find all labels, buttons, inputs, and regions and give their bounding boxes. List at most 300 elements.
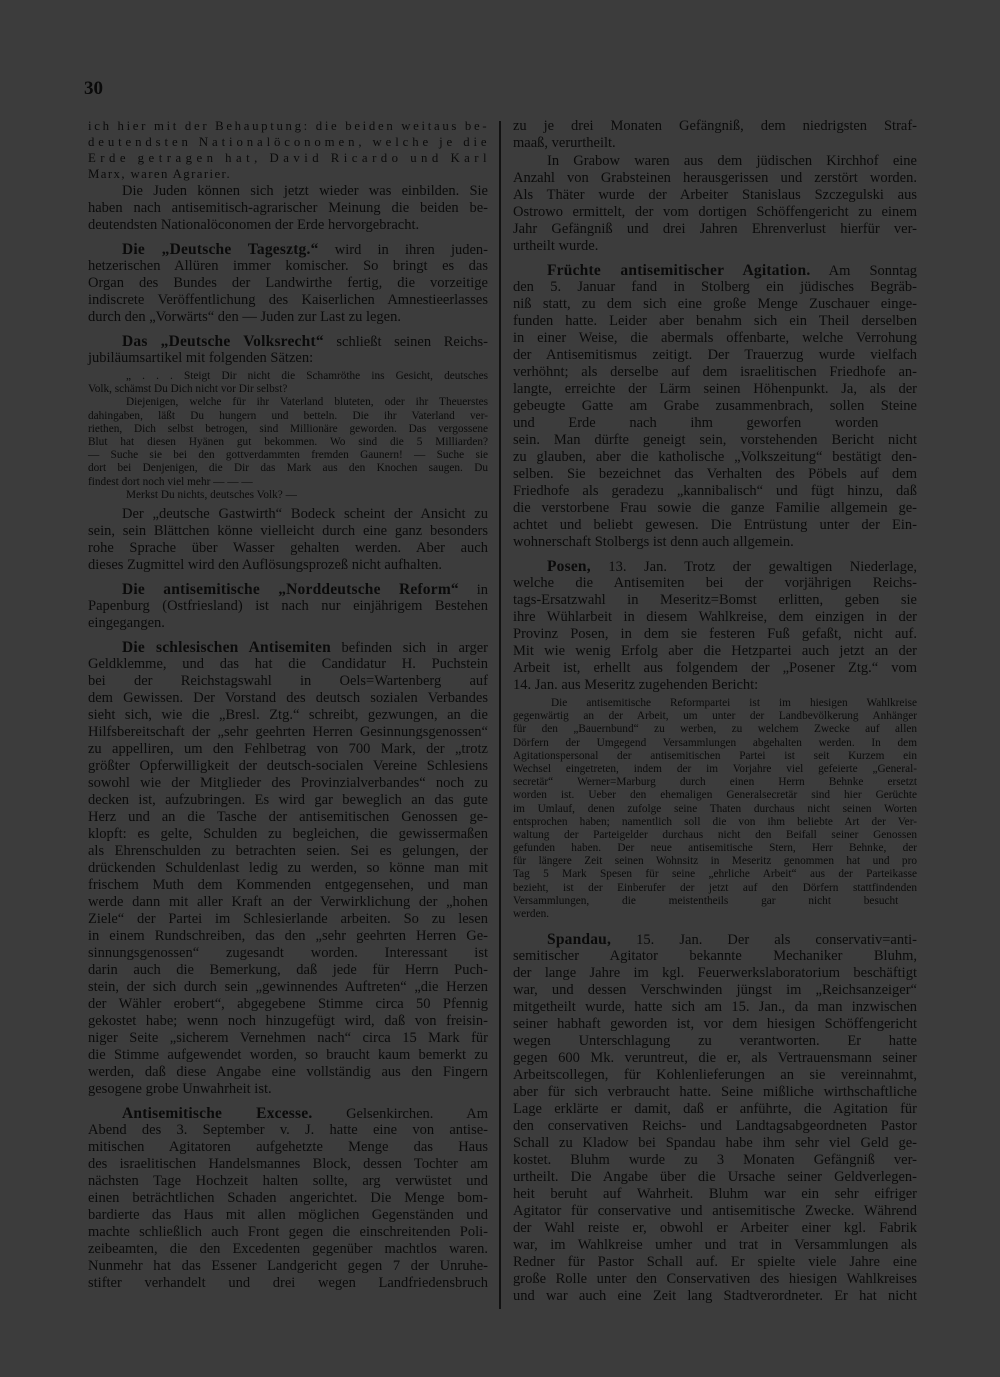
line-content [513,1237,917,1254]
line-content [88,1047,488,1064]
line-content [88,945,488,962]
line-text: hetzerischen Allüren immer komischer. So bringt es das [88,258,488,274]
text-line [513,1016,917,1033]
line-text: Marx, waren Agrarier. [88,167,232,181]
article-heading: Die antisemitische „Norddeutsche Reform“ [122,580,459,598]
text-line [513,908,917,921]
line-text: seiner habhaft geworden ist, vor dem hiesigen Schöffengericht [513,1016,917,1033]
text-line [88,673,488,690]
text-line [88,423,488,436]
text-line [88,258,488,275]
text-line [88,309,488,326]
line-content [88,707,488,724]
text-line [88,150,492,166]
line-text: und war auch eine Zeit lang Stadtverordneter. Er hat nicht [513,1288,917,1305]
line-content [88,673,488,690]
line-content [88,166,231,182]
text-line [513,868,917,881]
line-text: welche die Antisemiten bei der vorjährigen Reichs- [513,575,917,591]
line-text: indiscrete Veröffentlichung des Kaiserlichen Amnestieerlasses [88,292,488,308]
line-text: zeibeamten, die den Excedenten gegenüber machtlos waren. [88,1240,488,1257]
text-line [513,763,917,776]
text-line [88,1224,488,1241]
text-line [88,639,488,656]
line-text: maaß, verurtheilt. [513,135,616,151]
line-text: Hilfsbereitschaft der „sehr geehrten Herren Gesinnungsgenossen“ [88,723,488,740]
line-content [513,381,917,398]
line-content [122,1105,488,1123]
line-content [88,1275,488,1292]
line-text: funden hatte. Leider aber benahm sich ein Theil derselben [513,313,917,329]
right-column [513,118,917,1305]
article-heading: Antisemitische Excesse. [122,1104,313,1122]
text-line [513,1152,917,1169]
line-content [513,816,917,829]
line-text: Lage erklärte er damit, daß er anführte, die Agitation für [513,1101,917,1118]
text-line [513,118,917,135]
line-text: den conservativen Reichs- und Landtagsabgeordneten Pastor [513,1118,917,1135]
line-content [88,134,490,150]
line-text: nächsten Tage Hochzeit halten sollte, arg verwüstet und [88,1172,488,1189]
line-content [88,383,287,396]
line-content [513,763,917,776]
line-content [122,581,488,599]
text-line [88,118,488,134]
text-line [88,996,488,1013]
line-content [88,523,488,540]
line-text: wegen Unterschlagung zu verantworten. Er hatte [513,1033,917,1050]
line-content [513,660,917,677]
line-text: der lange Jahre im kgl. Feuerwerkslaboratorium beschäftigt [513,965,917,982]
line-content [513,1203,917,1220]
text-line [513,1084,917,1101]
line-text: In Grabow waren aus dem jüdischen Kirchhof eine [547,153,917,169]
text-line [513,330,917,347]
line-text: mitgetheilt wurde, hatte sich am 15. Jan., da man inzwischen [513,999,917,1016]
line-content [122,183,488,200]
text-line [513,1118,917,1135]
article-heading: Die schlesischen Antisemiten [122,638,331,656]
line-content [513,677,758,694]
text-line [88,1156,488,1173]
line-content [88,1224,488,1241]
line-content [126,489,297,502]
line-content [122,639,488,657]
line-text: für den „Bauernbund“ zu werben, zu welchem Zwecke auf allen [513,723,917,736]
line-content [513,330,917,347]
line-content [513,432,917,449]
line-text: der Antisemitismus zeitigt. Der Trauerzug wurde vielfach [513,347,917,363]
line-content [513,1271,917,1288]
text-paragraph [513,118,917,152]
line-content [513,1152,917,1169]
quoted-passage [88,396,488,488]
line-text: zu appelliren, um den Fehlbetrag von 700 Mark, der „trotz [88,740,488,757]
line-text: werde dann mit aller Kraft an der Verwirklichung der „hohen [88,893,488,910]
text-line [88,945,488,962]
text-line [513,135,917,152]
line-text: drückenden Schuldenlast ledig zu werden, so könne man mit [88,859,488,876]
line-content [88,436,488,449]
line-content [513,135,616,152]
line-content [513,1135,917,1152]
text-line [88,1207,488,1224]
text-line [88,843,488,860]
text-line [513,449,917,466]
text-line [88,275,488,292]
line-content [88,962,488,979]
line-content [513,723,917,736]
line-content [88,877,488,894]
line-content [88,656,488,673]
text-line [513,313,917,330]
line-text: 13. Jan. Trotz der gewaltigen Niederlage, [608,559,918,575]
text-line [513,948,917,965]
line-content [513,466,917,483]
text-line [513,855,917,868]
line-text: befinden sich in arger [341,639,488,656]
line-content [513,204,917,221]
article-paragraph [88,581,488,632]
line-text: Abend des 3. September v. J. hatte eine von antise- [88,1121,488,1138]
line-text: sein. Man dürfte geneigt sein, vorstehenden Bericht nicht [513,432,917,448]
line-content [88,758,488,775]
line-content [513,999,917,1016]
quoted-passage [88,370,488,396]
text-line [88,741,488,758]
line-content [88,1064,488,1081]
text-line [88,911,488,928]
line-content [513,415,878,432]
text-line [88,928,488,945]
line-text: Agitationspersonal der antisemitischen Partei ist seit Kurzem ein [513,749,917,762]
line-text: klopft: es gelte, Schulden zu begleichen, die gewissermaßen [88,825,488,842]
line-text: semitischer Agitator bekannte Mechaniker Bluhm, [513,948,917,965]
line-content [547,153,917,170]
text-line [88,758,488,775]
line-text: Die antisemitische Reformpartei ist im hiesigen Wahlkreise [551,697,917,709]
line-text: Provinz Posen, in dem sie festeren Fuß gefaßt, nicht auf. [513,626,917,642]
line-text: gesogene grobe Unwahrheit ist. [88,1080,272,1097]
line-content [88,724,488,741]
article-heading: Posen, [547,558,591,575]
line-content [88,843,488,860]
line-content [513,279,917,296]
text-line [513,999,917,1016]
line-text: — Suche sie bei den gottverdammten fremden Gaunern! — Suche sie [88,449,488,462]
line-text: wird in ihren juden- [334,242,488,258]
line-content [513,534,794,551]
line-content [88,217,419,234]
text-line [88,200,488,217]
text-line [513,737,917,750]
line-content [88,1030,488,1047]
line-text: dieses Zugmittel wird den Auflösungsprozeß nicht aufhalten. [88,556,442,573]
line-content [513,483,917,500]
text-line [88,598,488,615]
line-content [513,643,917,660]
line-text: Dörfern der Umgegend Versammlungen abgehalten werden. In dem [513,736,917,749]
text-line [88,333,488,350]
text-line [513,1050,917,1067]
article-heading: Die „Deutsche Tagesztg.“ [122,241,319,258]
text-line [513,500,917,517]
line-text: worden ist. Ueber den ehemaligen Generalsecretär sind hier Gerüchte [513,789,917,802]
line-content [513,592,917,609]
text-line [513,723,917,736]
text-line [513,776,917,789]
line-content [513,626,917,643]
line-text: Geldklemme, und das hat die Candidatur H. Puchstein [88,655,488,672]
line-content [513,750,917,763]
text-line [513,789,917,802]
text-line [88,410,488,423]
line-content [513,364,917,381]
text-line [513,432,917,449]
text-line [88,557,488,574]
line-content [513,803,917,816]
line-text: selben. Sie bezeichnet das Verhalten des Pöbels auf dem [513,466,917,482]
line-text: einen beträchtlichen Schaden angerichtet. Die Menge bom- [88,1189,488,1206]
text-line [513,1067,917,1084]
line-text: stifter verhandelt und drei wegen Landfriedensbruch [88,1274,488,1291]
line-content [513,1118,917,1135]
line-text: dahingaben, läßt Du hungern und betteln. Die ihr Vaterland ver- [88,409,488,422]
text-line [88,724,488,741]
line-text: gegenwärtig an der Arbeit, um unter der Landbevölkerung Anhänger [513,710,917,723]
line-text: Ostrowo ermittelt, der vom dortigen Schöffengericht zu einem [513,204,917,220]
line-text: für längere Zeit seinen Wohnsitz in Meseritz genommen hat und pro [513,855,917,868]
text-paragraph [88,183,488,234]
text-line [513,204,917,221]
text-line [88,1241,488,1258]
text-line [88,979,488,996]
line-content [88,1207,488,1224]
line-text: verhöhnt; als derselbe auf dem israelitischen Friedhofe an- [513,364,917,380]
line-text: heit beruht auf Wahrheit. Bluhm war ein sehr eifriger [513,1186,917,1203]
line-content [513,1033,917,1050]
line-content [513,895,898,908]
text-line [513,609,917,626]
line-content [513,313,917,330]
text-paragraph [88,118,492,182]
text-line [88,476,488,489]
line-content [88,860,488,877]
text-line [513,517,917,534]
line-text: dem Gewissen. Der Vorstand des deutsch sozialen Verbandes [88,689,488,706]
line-content [513,737,917,750]
line-text: aber für sich verbraucht hatte. Seine mißliche wirthschaftliche [513,1084,917,1101]
line-content [122,506,488,523]
text-line [513,364,917,381]
line-content [88,423,488,436]
line-text: darin auch die Bemerkung, daß jede für Herrn Puch- [88,961,488,978]
text-line [88,1122,488,1139]
text-line [88,962,488,979]
text-line [88,134,491,150]
text-line [88,581,488,598]
text-line [88,523,488,540]
line-content [88,894,488,911]
line-text: langte, erreichte der Lärm seinen Höhenpunkt. Ja, als der [513,381,917,397]
line-content [513,882,917,895]
line-text: Wechsel eingetreten, indem der im Vorjahre viel gefeierte „General- [513,762,917,775]
line-text: bardierte das Haus mit allen möglichen Gegenständen und [88,1206,488,1223]
line-text: Mit wie wenig Erfolg aber die Hetzpartei auch jetzt an der [513,643,917,659]
line-content [88,1081,272,1098]
text-line [513,534,917,551]
line-text: waltung der Parteigelder durchaus nicht den Beifall seiner Genossen [513,828,917,841]
text-line [88,241,488,258]
text-line [513,1220,917,1237]
text-line [88,860,488,877]
line-text: findest dort noch viel mehr — — — [88,475,253,488]
text-line [88,656,488,673]
line-text: „ . . . Steigt Dir nicht die Schamröthe ins Gesicht, deutsches [126,370,488,382]
line-text: Friedhofe als geradezu „kannibalisch“ und fügt hinzu, daß [513,483,917,499]
line-content [88,1190,488,1207]
text-line [88,350,488,367]
line-text: der Wahl reiste er, obwohl er Arbeiter einer kgl. Fabrik [513,1220,917,1237]
line-content [551,697,917,710]
text-line [88,775,488,792]
text-line [88,436,488,449]
text-line [513,279,917,296]
line-text: Blut hat diesen Hyänen gut bekommen. Wo sind die 5 Milliarden? [88,435,488,448]
line-content [88,911,488,928]
line-content [88,775,488,792]
line-text: Organ des Bundes der Landwirthe fertig, die vorzeitige [88,275,488,291]
line-text: Agitator für conservative und antisemitische Zwecke. Während [513,1203,917,1220]
line-text: sein, sein Blättchen könne vielleicht durch eine ganz besonders [88,522,488,539]
text-line [513,750,917,763]
line-text: Anzahl von Grabsteinen herausgerissen und zerstört worden. [513,170,917,186]
line-content [513,187,917,204]
text-line [513,643,917,660]
text-line [88,1081,488,1098]
text-line [513,1271,917,1288]
article-paragraph [88,1105,488,1292]
text-line [513,1288,917,1305]
line-text: jubiläumsartikel mit folgenden Sätzen: [88,350,314,366]
text-line [513,842,917,855]
text-line [513,710,917,723]
article-paragraph [513,558,917,694]
line-content [88,150,491,166]
line-content [88,309,401,326]
line-text: Nunmehr hat das Essener Landgericht gegen 7 der Unruhe- [88,1257,488,1274]
text-line [513,965,917,982]
text-line [88,489,488,502]
line-text: machte schließlich auch Front gegen die einschreitenden Poli- [88,1223,488,1240]
line-text: gebeugte Gatte am Grabe zusammenbrach, sollen Steine [513,398,917,414]
line-content [513,238,598,255]
line-text: in einer Weise, die abermals offenbarte, welche Verrohung [513,330,917,346]
text-line [88,449,488,462]
line-content [88,1258,488,1275]
text-line [513,170,917,187]
quoted-passage [513,697,917,921]
article-paragraph [513,262,917,551]
line-content [513,1186,917,1203]
text-line [88,1030,488,1047]
text-paragraph [88,506,488,574]
text-line [513,262,917,279]
line-content [547,931,917,949]
line-text: 14. Jan. aus Meseritz zugehenden Bericht: [513,677,759,693]
line-text: werden. [513,908,550,920]
line-text: Ziele“ der Partei im Schlesierlande arbeiten. So zu lesen [88,910,488,927]
line-content [513,296,917,313]
text-line [513,575,917,592]
article-paragraph [88,639,488,1098]
text-line [513,829,917,842]
text-line [513,882,917,895]
line-text: Schall zu Kladow bei Spandau habe ihm sehr viel Geld ge- [513,1135,917,1152]
text-line [513,626,917,643]
line-content [513,789,917,802]
line-content [88,996,488,1013]
line-text: haben nach antisemitisch-agrarischer Meinung die beiden be- [88,200,488,216]
text-line [88,292,488,309]
text-line [88,615,488,632]
text-line [513,1169,917,1186]
line-text: war, im Wahlkreise umher und trat in Versammlungen als [513,1237,917,1254]
text-line [513,803,917,816]
line-content [88,690,488,707]
text-line [513,931,917,948]
text-line [88,1064,488,1081]
line-content [513,1016,917,1033]
text-line [513,1033,917,1050]
line-text: Arbeit ist, erhellt aus folgendem der „Posener Ztg.“ vom [513,660,917,676]
text-line [88,792,488,809]
line-text: dort bei Denjenigen, die Dir das Mark aus den Knochen saugen. Du [88,462,488,475]
left-column [88,118,492,1292]
line-text: gefunden haben. Der neue antisemitische Stern, Herr Behnke, der [513,842,917,855]
line-content [88,462,488,475]
text-line [513,1237,917,1254]
line-content [513,221,917,238]
line-content [513,347,917,364]
line-content [513,1101,917,1118]
text-line [513,697,917,710]
text-line [88,877,488,894]
line-text: ich hier mit der Behauptung: die beiden weitaus be- [88,119,490,133]
line-text: große Rolle unter den Conservativen des hiesigen Wahlkreises [513,1271,917,1288]
line-content [513,1288,917,1305]
line-content [88,258,488,275]
text-line [88,1258,488,1275]
text-line [513,238,917,255]
line-text: frischem Muth dem Kommenden entgegensehen, und man [88,876,488,893]
text-line [513,153,917,170]
line-content [513,118,917,135]
page-number: 30 [84,78,103,99]
line-content [513,1067,917,1084]
line-text: urtheilt. Die Angabe über die Ursache seiner Geldverlegen- [513,1169,917,1186]
line-text: schließt seinen Reichs- [336,334,488,350]
line-content [513,1084,917,1101]
line-content [513,855,917,868]
text-line [513,381,917,398]
line-content [88,809,488,826]
line-text: Jahr Gefängniß und drei Jahren Ehrenverlust hierfür ver- [513,221,917,237]
line-text: Erde getragen hat, David Ricardo und Karl [88,151,492,165]
line-text: urtheilt wurde. [513,238,599,254]
line-text: sowohl wie der Mitglieder des Provinzialverbandes“ noch zu [88,774,488,791]
text-line [513,592,917,609]
